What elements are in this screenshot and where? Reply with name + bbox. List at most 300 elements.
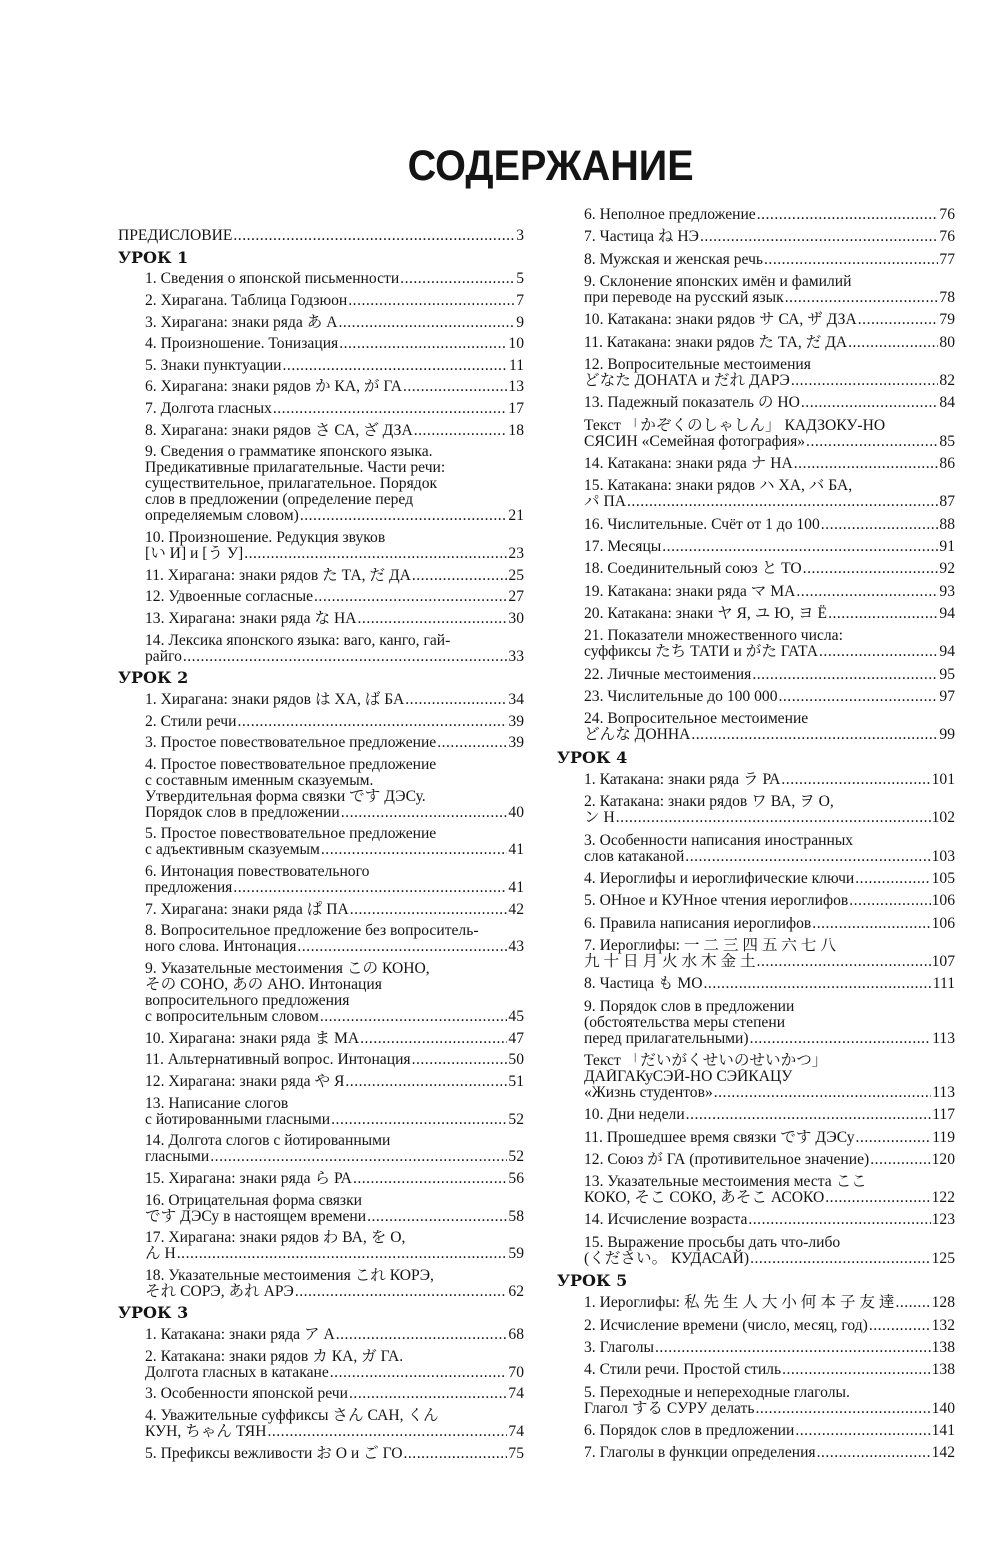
dot-leader (785, 290, 939, 306)
page-number: 11 (508, 356, 524, 374)
toc-entry[interactable] (557, 539, 955, 555)
entry-title-line: Предикативные прилагательные. Части речи: (145, 460, 446, 477)
entry-last-line (584, 335, 955, 351)
entry-title-line: 12. Вопросительные местоимения (584, 356, 811, 373)
toc-entry[interactable] (118, 1133, 524, 1165)
page-number: 84 (939, 394, 955, 412)
toc-entry[interactable] (557, 772, 955, 788)
toc-entry[interactable] (557, 1385, 955, 1417)
entry-title-line: 9. Склонение японских имён и фамилий (584, 273, 852, 290)
entry-last-line (145, 293, 524, 309)
dot-leader (779, 689, 939, 705)
page-number: 23 (508, 545, 524, 563)
page-number: 59 (508, 1245, 524, 1263)
dot-leader (817, 1445, 931, 1461)
entry-last-line (118, 228, 524, 244)
page-number: 106 (931, 914, 955, 932)
entry-title-line: определяемым словом) (145, 507, 299, 525)
toc-entry[interactable] (118, 228, 524, 244)
page-number: 80 (939, 333, 955, 351)
entry-last-line (145, 1009, 524, 1025)
toc-entry[interactable] (557, 1423, 955, 1439)
entry-last-line (145, 358, 524, 374)
page-number: 5 (516, 270, 524, 288)
entry-last-line (145, 568, 524, 584)
toc-left-column (118, 228, 524, 1462)
toc-entry[interactable] (118, 1031, 524, 1047)
entry-title-line: 7. Долгота гласных (145, 400, 272, 418)
entry-title-line: その СОНО, あの АНО. Интонация (145, 977, 382, 994)
entry-last-line (584, 727, 955, 743)
entry-title-line: 11. Прошедшее время связки です ДЭСу (584, 1128, 855, 1146)
entry-title-line: СЯСИН «Семейная фотография» (584, 432, 806, 450)
toc-entry[interactable] (557, 357, 955, 389)
entry-last-line (584, 916, 955, 932)
toc-entry[interactable] (118, 444, 524, 524)
dot-leader (336, 1327, 508, 1343)
toc-entry[interactable] (557, 1295, 955, 1311)
page-number: 117 (932, 1106, 955, 1124)
entry-last-line (584, 517, 955, 533)
entry-last-line (584, 954, 955, 970)
dot-leader (748, 1212, 930, 1228)
toc-entry[interactable] (118, 589, 524, 605)
page-number: 25 (508, 566, 524, 584)
entry-last-line (584, 871, 955, 887)
toc-entry[interactable] (118, 1386, 524, 1402)
lesson-heading: УРОК 1 (118, 247, 189, 267)
entry-title-line: どなた ДОНАТА и だれ ДАРЭ (584, 371, 790, 389)
dot-leader (210, 1149, 507, 1165)
dot-leader (812, 916, 930, 932)
entry-last-line (584, 252, 955, 268)
toc-entry[interactable] (118, 336, 524, 352)
entry-last-line (584, 395, 955, 411)
toc-entry[interactable] (118, 826, 524, 858)
toc-entry[interactable] (118, 961, 524, 1025)
toc-entry[interactable] (118, 1327, 524, 1343)
entry-last-line (145, 1446, 524, 1462)
toc-entry[interactable] (118, 1074, 524, 1090)
lesson-heading: УРОК 4 (557, 747, 628, 767)
entry-title-line: 6. Неполное предложение (584, 206, 756, 223)
toc-entry[interactable] (557, 335, 955, 351)
entry-title-line: 11. Хирагана: знаки рядов た ТА, だ ДА (145, 566, 411, 584)
page-number: 94 (939, 604, 955, 622)
entry-title-line: КУН, ちゃん ТЯН (145, 1422, 267, 1440)
entry-title-line: 5. Префиксы вежливости お О и ご ГО (145, 1444, 403, 1462)
entry-last-line (584, 456, 955, 472)
page-number: 93 (939, 582, 955, 600)
toc-entry[interactable] (557, 1212, 955, 1228)
entry-last-line (584, 1085, 955, 1101)
page-number: 103 (931, 847, 955, 865)
entry-last-line (584, 1445, 955, 1461)
dot-leader (283, 358, 508, 374)
toc-entry[interactable] (557, 1340, 955, 1356)
entry-title-line: 10. Дни недели (584, 1106, 685, 1124)
entry-title-line: 2. Хирагана. Таблица Годзюон (145, 291, 348, 309)
entry-title-line: 1. Катакана: знаки ряда ア А (145, 1326, 335, 1344)
dot-leader (855, 871, 930, 887)
dot-leader (616, 810, 931, 826)
dot-leader (796, 584, 938, 600)
toc-entry[interactable] (118, 401, 524, 417)
page-number: 123 (931, 1211, 955, 1229)
entry-last-line (584, 1340, 955, 1356)
dot-leader (795, 1423, 930, 1439)
entry-last-line (145, 336, 524, 352)
toc-entry[interactable] (557, 794, 955, 826)
entry-last-line (584, 1318, 955, 1334)
entry-title-line: райго (145, 647, 182, 665)
page-number: 95 (939, 665, 955, 683)
entry-title-line: 17. Хирагана: знаки рядов わ ВА, を О, (145, 1230, 406, 1247)
dot-leader (295, 1284, 508, 1300)
dot-leader (821, 517, 939, 533)
dot-leader (403, 379, 507, 395)
entry-title-line: 九 十 日 月 火 水 木 金 土 (584, 952, 756, 970)
page-number: 74 (508, 1422, 524, 1440)
entry-title-line: 19. Катакана: знаки ряда マ МА (584, 582, 796, 600)
toc-entry[interactable] (557, 1053, 955, 1101)
dot-leader (801, 395, 939, 411)
toc-entry[interactable] (557, 893, 955, 909)
entry-last-line (584, 1401, 955, 1417)
entry-title-line: 16. Числительные. Счёт от 1 до 100 (584, 515, 820, 533)
entry-last-line (145, 379, 524, 395)
page-number: 50 (508, 1051, 524, 1069)
entry-last-line (584, 644, 955, 660)
page-number: 3 (516, 227, 524, 244)
dot-leader (828, 606, 938, 622)
entry-title-line: 6. Порядок слов в предложении (584, 1422, 795, 1440)
entry-title-line: Глагол する СУРУ делать (584, 1399, 755, 1417)
toc-entry[interactable] (118, 735, 524, 751)
entry-title-line: 12. Союз が ГА (противительное значение) (584, 1150, 870, 1168)
entry-title-line: слов катаканой (584, 847, 685, 865)
toc-entry[interactable] (557, 871, 955, 887)
toc-entry[interactable] (557, 456, 955, 472)
toc-entry[interactable] (557, 312, 955, 328)
dot-leader (869, 1318, 931, 1334)
dot-leader (349, 1386, 507, 1402)
page-number: 13 (508, 378, 524, 396)
page-number: 78 (939, 288, 955, 306)
page-number: 45 (508, 1008, 524, 1026)
toc-entry[interactable] (557, 395, 955, 411)
entry-title-line: 21. Показатели множественного числа: (584, 628, 843, 645)
toc-entry[interactable] (557, 1235, 955, 1267)
entry-title-line: 4. Произношение. Тонизация (145, 335, 339, 353)
toc-entry[interactable] (557, 999, 955, 1047)
entry-title-line: 9. Сведения о грамматике японского языка. (145, 444, 433, 461)
dot-leader (757, 207, 939, 223)
toc-entry[interactable] (557, 561, 955, 577)
entry-title-line: 6. Хирагана: знаки рядов か КА, が ГА (145, 378, 402, 396)
entry-title-line: 5. Простое повествовательное предложение (145, 826, 437, 843)
page-number: 75 (508, 1444, 524, 1462)
dot-leader (233, 228, 515, 244)
toc-entry[interactable] (118, 1052, 524, 1068)
toc-entry[interactable] (557, 711, 955, 743)
entry-last-line (584, 494, 955, 510)
entry-title-line: どんな ДОННА (584, 726, 691, 744)
entry-last-line (145, 1031, 524, 1047)
page-number: 88 (939, 515, 955, 533)
entry-last-line (145, 1327, 524, 1343)
entry-title-line: существительное, прилагательное. Порядок (145, 476, 438, 493)
entry-last-line (145, 423, 524, 439)
entry-last-line (584, 1423, 955, 1439)
entry-title-line: 3. Хирагана: знаки ряда あ А (145, 313, 338, 331)
dot-leader (321, 842, 508, 858)
entry-last-line (145, 1052, 524, 1068)
toc-entry[interactable] (118, 1268, 524, 1300)
toc-entry[interactable] (118, 1408, 524, 1440)
entry-title-line: 8. Вопросительное предложение без вопроситель- (145, 923, 479, 940)
entry-title-line: 11. Альтернативный вопрос. Интонация (145, 1051, 411, 1069)
page-number: 62 (508, 1282, 524, 1300)
entry-title-line: гласными (145, 1148, 210, 1166)
entry-last-line (584, 312, 955, 328)
entry-title-line: 6. Интонация повествовательного (145, 864, 370, 881)
entry-title-line: 9. Указательные местоимения この КОНО, (145, 961, 430, 978)
page-number: 105 (931, 869, 955, 887)
dot-leader (353, 1171, 507, 1187)
entry-last-line (145, 1386, 524, 1402)
dot-leader (331, 1112, 507, 1128)
entry-title-line: (ください。 КУДАСАЙ) (584, 1249, 750, 1267)
entry-last-line (584, 1295, 955, 1311)
entry-title-line: «Жизнь студентов» (584, 1083, 713, 1101)
entry-title-line: ン Н (584, 809, 615, 827)
toc-entry[interactable] (557, 1174, 955, 1206)
dot-leader (348, 293, 515, 309)
page-number: 122 (931, 1189, 955, 1207)
toc-entry[interactable] (118, 692, 524, 708)
toc-entry[interactable] (557, 584, 955, 600)
toc-entry[interactable] (118, 379, 524, 395)
dot-leader (405, 692, 507, 708)
dot-leader (757, 954, 931, 970)
toc-entry[interactable] (118, 714, 524, 730)
entry-title-line: 3. Глаголы (584, 1339, 654, 1357)
dot-leader (781, 772, 930, 788)
dot-leader (858, 312, 939, 328)
toc-entry[interactable] (557, 1318, 955, 1334)
dot-leader (819, 644, 938, 660)
page-number: 125 (931, 1249, 955, 1267)
entry-title-line: 17. Месяцы (584, 537, 662, 555)
entry-title-line: 3. Особенности написания иностранных (584, 832, 854, 849)
toc-entry[interactable] (557, 628, 955, 660)
entry-title-line: 13. Хирагана: знаки ряда な НА (145, 609, 357, 627)
entry-last-line (584, 584, 955, 600)
toc-entry[interactable] (557, 517, 955, 533)
page-number: 43 (508, 938, 524, 956)
entry-title-line: 8. Хирагана: знаки рядов さ СА, ざ ДЗА (145, 421, 413, 439)
page-number: 58 (508, 1207, 524, 1225)
toc-entry[interactable] (118, 1096, 524, 1128)
toc-entry[interactable] (557, 207, 955, 223)
entry-title-line: 14. Катакана: знаки ряда ナ НА (584, 454, 793, 472)
toc-entry[interactable] (118, 757, 524, 821)
toc-entry[interactable] (118, 568, 524, 584)
entry-last-line (145, 939, 524, 955)
dot-leader (183, 649, 508, 665)
page-number: 87 (939, 493, 955, 511)
entry-title-line: перед прилагательными) (584, 1029, 749, 1047)
page-number: 91 (939, 537, 955, 555)
entry-last-line (145, 1284, 524, 1300)
page-number: 51 (508, 1072, 524, 1090)
dot-leader (177, 1246, 508, 1262)
dot-leader (704, 976, 932, 992)
entry-title-line: 20. Катакана: знаки ヤ Я, ユ Ю, ヨ Ё (584, 604, 828, 622)
dot-leader (367, 1209, 507, 1225)
toc-entry[interactable] (557, 976, 955, 992)
toc-entry[interactable] (557, 667, 955, 683)
page-number: 107 (931, 952, 955, 970)
toc-entry[interactable] (557, 938, 955, 970)
toc-entry[interactable] (118, 530, 524, 562)
toc-entry[interactable] (557, 252, 955, 268)
page-number: 111 (932, 975, 955, 993)
toc-entry[interactable] (118, 633, 524, 665)
toc-entry[interactable] (118, 1349, 524, 1381)
entry-title-line: パ ПА (584, 493, 627, 511)
toc-entry[interactable] (118, 864, 524, 896)
entry-title-line: 18. Соединительный союз と ТО (584, 560, 802, 578)
page-title: СОДЕРЖАНИЕ (407, 142, 694, 190)
entry-last-line (145, 401, 524, 417)
toc-entry[interactable] (557, 478, 955, 510)
entry-title-line: 2. Катакана: знаки рядов カ КА, ガ ГА. (145, 1348, 404, 1365)
entry-last-line (145, 546, 524, 562)
page-number: 39 (508, 712, 524, 730)
toc-entry[interactable] (118, 293, 524, 309)
entry-last-line (145, 714, 524, 730)
toc-entry[interactable] (118, 1193, 524, 1225)
entry-title-line: 3. Особенности японской речи (145, 1385, 349, 1403)
dot-leader (273, 401, 508, 417)
toc-entry[interactable] (557, 1445, 955, 1461)
entry-last-line (145, 1209, 524, 1225)
toc-entry[interactable] (557, 229, 955, 245)
dot-leader (338, 315, 515, 331)
toc-entry[interactable] (557, 1362, 955, 1378)
entry-title-line: ного слова. Интонация (145, 938, 297, 956)
entry-title-line: 7. Частица ね НЭ (584, 228, 699, 246)
dot-leader (750, 1031, 932, 1047)
entry-last-line (584, 1212, 955, 1228)
entry-last-line (584, 539, 955, 555)
dot-leader (314, 589, 507, 605)
entry-title-line: 16. Отрицательная форма связки (145, 1192, 363, 1209)
entry-title-line: 15. Катакана: знаки рядов ハ ХА, バ БА, (584, 478, 853, 495)
toc-entry[interactable] (118, 1446, 524, 1462)
toc-entry[interactable] (557, 606, 955, 622)
page-number: 76 (939, 206, 955, 223)
entry-last-line (584, 229, 955, 245)
entry-last-line (584, 434, 955, 450)
entry-title-line: 10. Хирагана: знаки ряда ま МА (145, 1029, 360, 1047)
entry-title-line: [い И] и [う У] (145, 545, 244, 563)
toc-entry[interactable] (118, 1171, 524, 1187)
entry-title-line: 8. Мужская и женская речь (584, 250, 764, 268)
toc-entry[interactable] (118, 358, 524, 374)
entry-title-line: です ДЭСу в настоящем времени (145, 1207, 367, 1225)
page-number: 132 (931, 1316, 955, 1334)
page-number: 74 (508, 1385, 524, 1403)
page-number: 9 (516, 313, 524, 331)
entry-title-line: 7. Иероглифы: 一 二 三 四 五 六 七 八 (584, 937, 836, 954)
dot-leader (330, 1365, 508, 1381)
entry-title-line: 4. Иероглифы и иероглифические ключи (584, 869, 855, 887)
dot-leader (806, 434, 938, 450)
entry-last-line (145, 1246, 524, 1262)
dot-leader (849, 893, 930, 909)
page-number: 113 (932, 1029, 955, 1047)
page-number: 52 (508, 1148, 524, 1166)
entry-title-line: 4. Уважительные суффиксы さん САН, くん (145, 1407, 439, 1424)
entry-title-line: 13. Падежный показатель の НО (584, 394, 800, 412)
entry-last-line (584, 290, 955, 306)
toc-entry[interactable] (557, 833, 955, 865)
toc-entry[interactable] (557, 689, 955, 705)
page-number: 17 (508, 400, 524, 418)
toc-entry[interactable] (118, 1230, 524, 1262)
page-number: 47 (508, 1029, 524, 1047)
toc-entry[interactable] (118, 423, 524, 439)
dot-leader (750, 1251, 931, 1267)
page-number: 128 (931, 1294, 955, 1312)
entry-title-line: 5. Знаки пунктуации (145, 356, 282, 374)
toc-entry[interactable] (118, 923, 524, 955)
entry-title-line: суффиксы たち ТАТИ и がた ГАТА (584, 643, 819, 661)
dot-leader (856, 1130, 932, 1146)
toc-entry[interactable] (557, 1107, 955, 1123)
entry-last-line (584, 689, 955, 705)
entry-title-line: ДАЙГАКуСЭЙ-НО СЭЙКАЦУ (584, 1068, 793, 1085)
entry-title-line: 1. Сведения о японской письменности (145, 270, 400, 288)
entry-last-line (584, 1107, 955, 1123)
dot-leader (233, 880, 507, 896)
toc-entry[interactable] (118, 902, 524, 918)
page-number: 70 (508, 1363, 524, 1381)
entry-last-line (584, 893, 955, 909)
toc-entry[interactable] (118, 271, 524, 287)
toc-entry[interactable] (557, 916, 955, 932)
toc-entry[interactable] (557, 1130, 955, 1146)
entry-title-line: с составным именным сказуемым. (145, 772, 374, 789)
toc-entry[interactable] (557, 418, 955, 450)
toc-entry[interactable] (118, 611, 524, 627)
toc-entry[interactable] (118, 315, 524, 331)
entry-last-line (584, 1152, 955, 1168)
dot-leader (803, 561, 939, 577)
dot-leader (794, 456, 939, 472)
entry-title-line: 6. Правила написания иероглифов (584, 914, 812, 932)
entry-title-line: 23. Числительные до 100 000 (584, 687, 778, 705)
dot-leader (244, 546, 507, 562)
toc-entry[interactable] (557, 1152, 955, 1168)
page-number: 82 (939, 371, 955, 389)
page-number: 76 (939, 228, 955, 246)
toc-entry[interactable] (557, 274, 955, 306)
entry-title-line: 5. ОНное и КУНное чтения иероглифов (584, 892, 849, 910)
